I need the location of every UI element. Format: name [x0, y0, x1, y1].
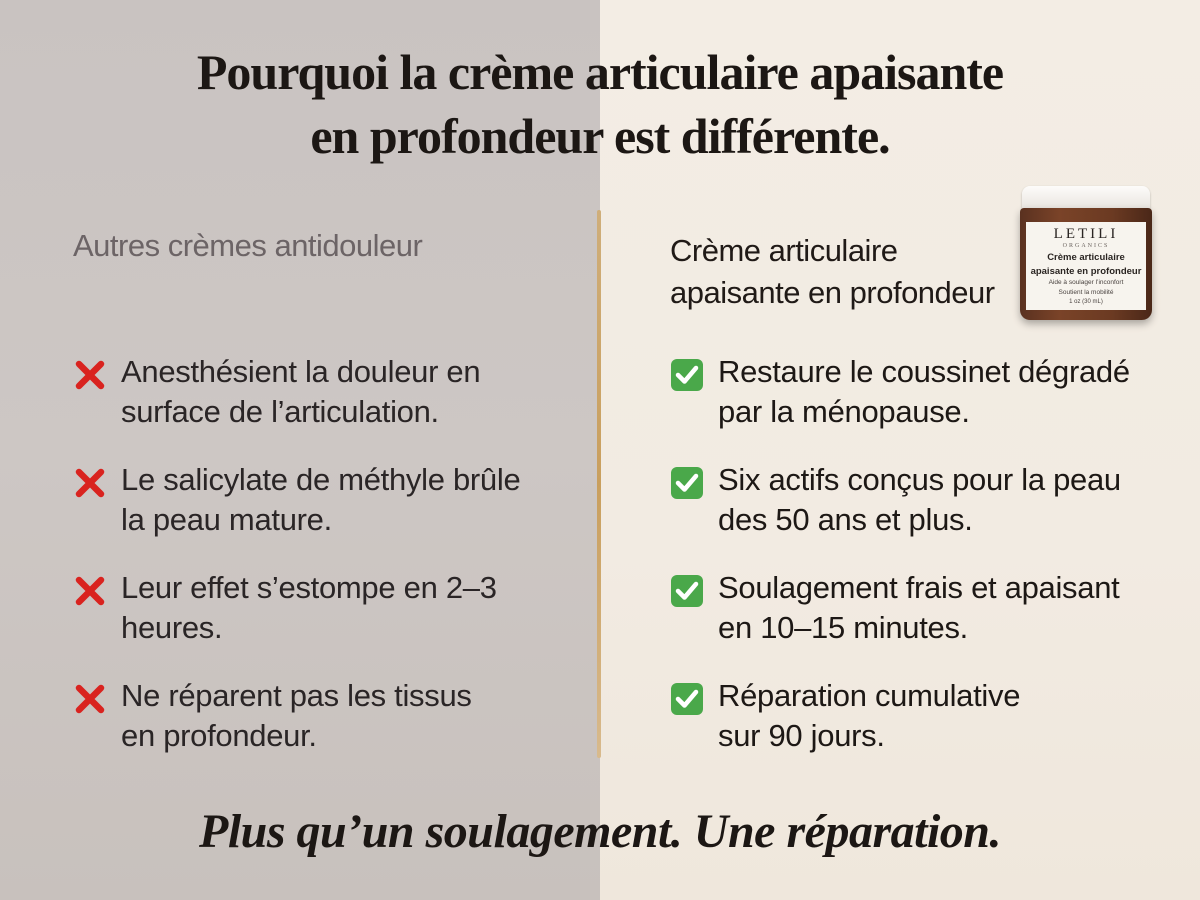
- jar-product-name-2: apaisante en profondeur: [1030, 266, 1142, 277]
- jar-tag-2: Soutient la mobilité: [1058, 288, 1114, 296]
- left-item-line-2: heures.: [121, 610, 223, 645]
- right-column-heading: [670, 230, 995, 314]
- right-column-heading-line-1: Crème articulaire: [670, 233, 898, 268]
- left-item-line-2: en profondeur.: [121, 718, 317, 753]
- right-item-text: [718, 676, 1200, 756]
- tagline: Plus qu’un soulagement. Une réparation.: [199, 805, 1001, 858]
- cross-mark-icon: [73, 466, 107, 500]
- right-column-heading-line-2: apaisante en profondeur: [670, 275, 995, 310]
- cross-mark-icon: [73, 574, 107, 608]
- left-item-text: [121, 676, 581, 756]
- jar-tag-1: Aide à soulager l’inconfort: [1048, 279, 1124, 286]
- jar-label: [1026, 222, 1146, 310]
- right-item-line-2: par la ménopause.: [718, 394, 970, 429]
- left-item-line-1: Le salicylate de méthyle brûle: [121, 462, 521, 497]
- column-divider: [597, 210, 601, 758]
- jar-brand-sub: ORGANICS: [1062, 243, 1110, 249]
- jar-brand: LETILI: [1053, 226, 1119, 242]
- right-item-line-1: Six actifs conçus pour la peau: [718, 462, 1121, 497]
- jar-body: [1020, 208, 1152, 320]
- right-item-line-2: des 50 ans et plus.: [718, 502, 973, 537]
- left-item-line-1: Ne réparent pas les tissus: [121, 678, 472, 713]
- right-item-text: [718, 460, 1200, 540]
- right-item-line-1: Restaure le coussinet dégradé: [718, 354, 1130, 389]
- left-item-text: [121, 568, 581, 648]
- right-item-line-1: Réparation cumulative: [718, 678, 1021, 713]
- right-item-text: [718, 568, 1200, 648]
- check-mark-icon: [670, 358, 704, 392]
- left-column-heading: Autres crèmes antidouleur: [73, 228, 423, 263]
- right-item-line-1: Soulagement frais et apaisant: [718, 570, 1120, 605]
- page-title-line-2: en profondeur est différente.: [310, 108, 890, 164]
- left-item-line-1: Anesthésient la douleur en: [121, 354, 481, 389]
- right-item-text: [718, 352, 1200, 432]
- jar-product-name-1: Crème articulaire: [1047, 252, 1125, 263]
- left-item-line-2: surface de l’articulation.: [121, 394, 439, 429]
- check-mark-icon: [670, 466, 704, 500]
- left-item-line-2: la peau mature.: [121, 502, 332, 537]
- left-item-text: [121, 460, 581, 540]
- cross-mark-icon: [73, 682, 107, 716]
- right-item-line-2: en 10–15 minutes.: [718, 610, 968, 645]
- page-title-line-1: Pourquoi la crème articulaire apaisante: [196, 44, 1004, 100]
- left-item-text: [121, 352, 581, 432]
- check-mark-icon: [670, 574, 704, 608]
- jar-size: 1 oz (30 mL): [1069, 299, 1103, 305]
- right-item-line-2: sur 90 jours.: [718, 718, 885, 753]
- left-item-line-1: Leur effet s’estompe en 2–3: [121, 570, 497, 605]
- product-jar-image: [1012, 186, 1160, 331]
- page-title: [0, 40, 1200, 168]
- cross-mark-icon: [73, 358, 107, 392]
- check-mark-icon: [670, 682, 704, 716]
